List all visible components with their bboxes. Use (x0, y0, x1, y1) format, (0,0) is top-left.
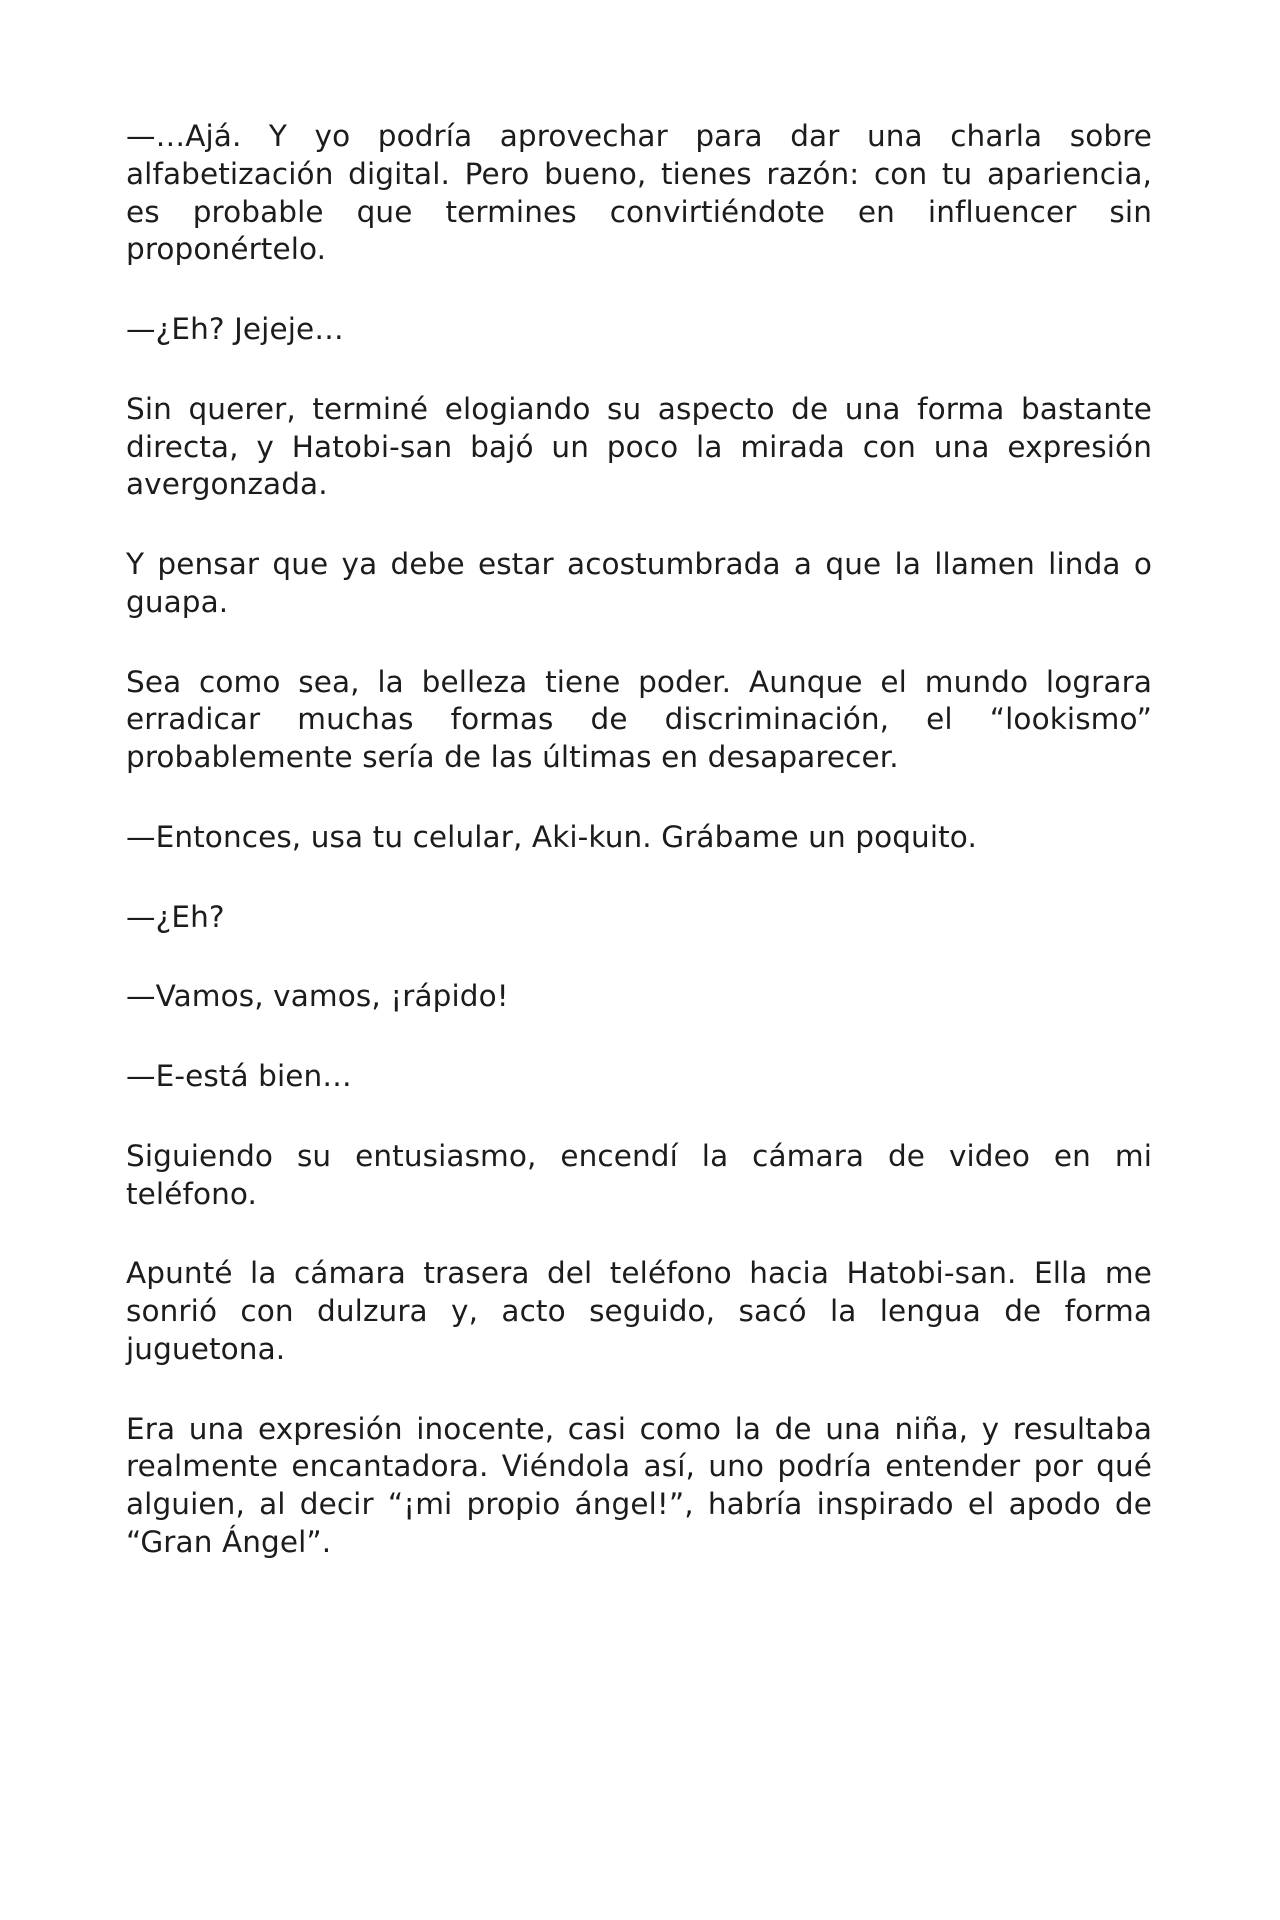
paragraph: —…Ajá. Y yo podría aprovechar para dar una charla sobre alfabetización digital. Pero bueno, tienes razón: con tu apariencia, es probable que termines convirtiéndote en influencer sin proponértelo. (126, 119, 1152, 267)
paragraph: —Entonces, usa tu celular, Aki-kun. Grábame un poquito. (126, 819, 977, 854)
paragraph: Sin querer, terminé elogiando su aspecto de una forma bastante directa, y Hatobi-san bajó un poco la mirada con una expresión avergonzada. (126, 391, 1152, 502)
document-text-body (126, 118, 1152, 1562)
paragraph: Era una expresión inocente, casi como la de una niña, y resultaba realmente encantadora. Viéndola así, uno podría entender por qué alguien, al decir “¡mi propio ángel!”, habría inspirado el apodo de “Gran Ángel”. (126, 1411, 1152, 1559)
paragraph: Siguiendo su entusiasmo, encendí la cámara de video en mi teléfono. (126, 1138, 1152, 1211)
paragraph: —¿Eh? (126, 899, 225, 934)
paragraph: Apunté la cámara trasera del teléfono hacia Hatobi-san. Ella me sonrió con dulzura y, acto seguido, sacó la lengua de forma juguetona. (126, 1256, 1152, 1366)
paragraph: Sea como sea, la belleza tiene poder. Aunque el mundo lograra erradicar muchas formas de discriminación, el “lookismo” probablemente sería de las últimas en desaparecer. (126, 664, 1152, 774)
paragraph: —Vamos, vamos, ¡rápido! (126, 979, 509, 1014)
paragraph: —E-está bien… (126, 1059, 352, 1093)
paragraph: —¿Eh? Jejeje… (126, 312, 344, 346)
paragraph: Y pensar que ya debe estar acostumbrada a que la llamen linda o guapa. (126, 547, 1152, 619)
